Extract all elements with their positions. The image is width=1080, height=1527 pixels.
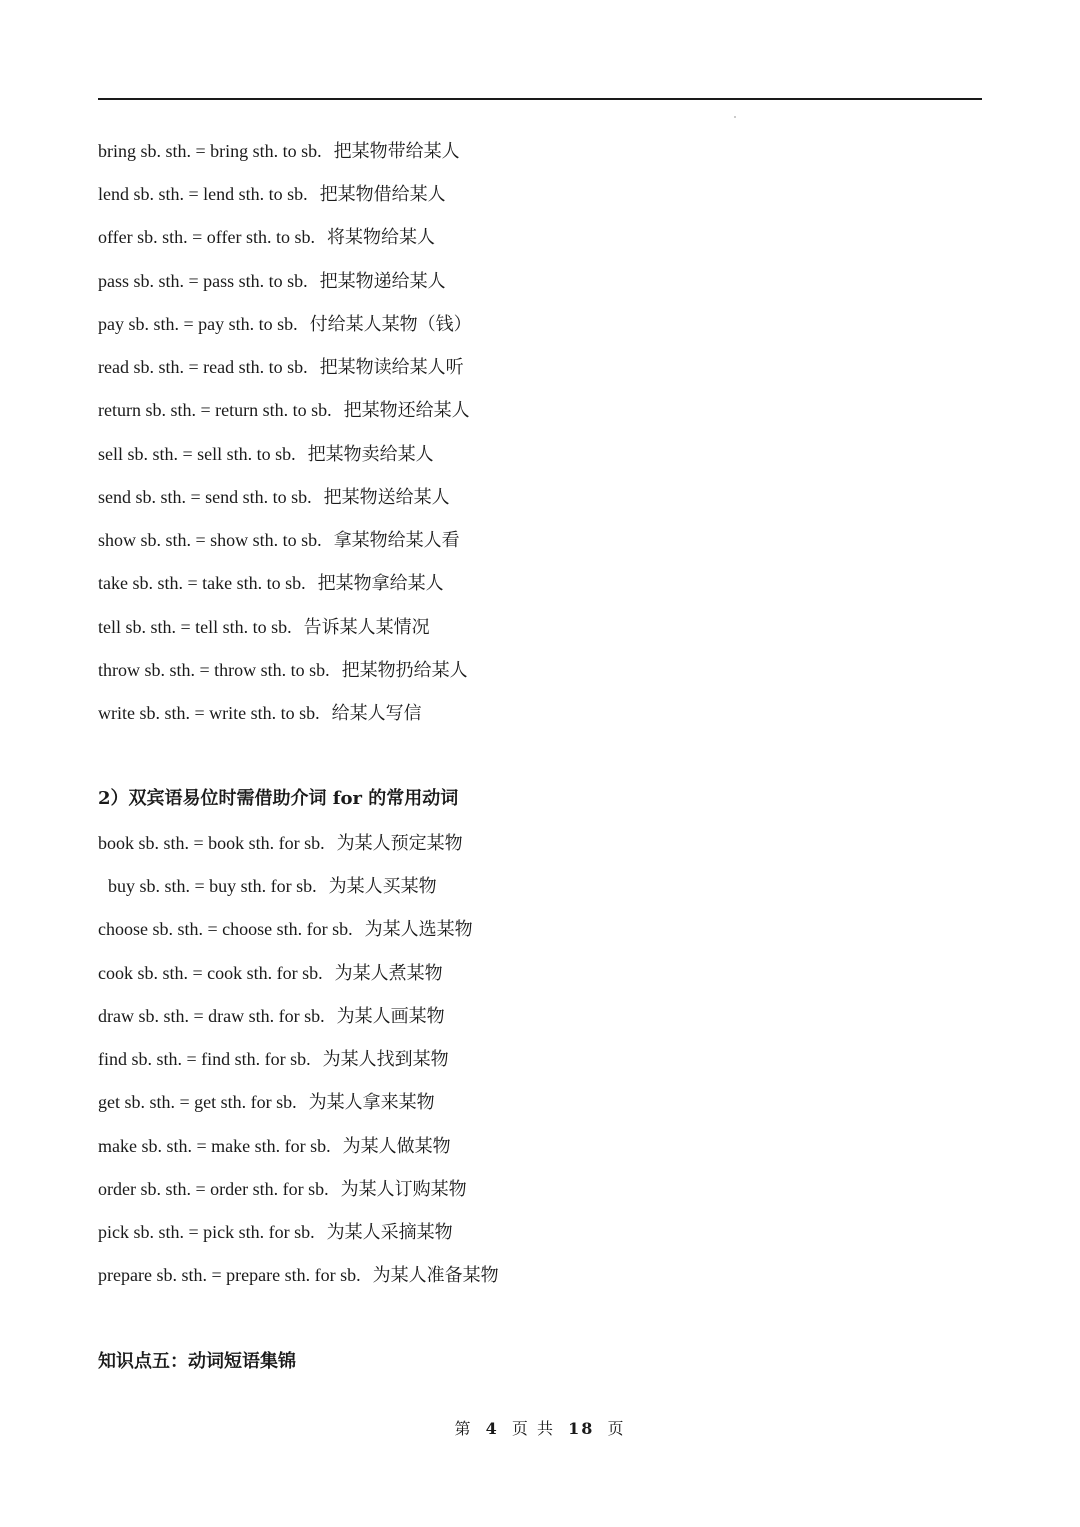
phrase-en: choose sb. sth. = choose sth. for sb.: [98, 919, 353, 939]
footer-prefix: 第: [454, 1419, 473, 1438]
phrase-zh: 告诉某人某情况: [303, 617, 430, 638]
phrase-en: prepare sb. sth. = prepare sth. for sb.: [98, 1265, 361, 1285]
phrase-zh: 为某人订购某物: [340, 1179, 467, 1200]
phrase-zh: 把某物送给某人: [323, 487, 450, 508]
phrase-en: show sb. sth. = show sth. to sb.: [98, 530, 322, 550]
footer-total-pages: 18: [568, 1419, 595, 1438]
phrase-line: [98, 701, 422, 726]
phrase-en: send sb. sth. = send sth. to sb.: [98, 487, 312, 507]
phrase-zh: 拿某物给某人看: [333, 530, 460, 551]
phrase-en: throw sb. sth. = throw sth. to sb.: [98, 660, 330, 680]
phrase-zh: 为某人画某物: [336, 1006, 445, 1027]
phrase-zh: 把某物拿给某人: [317, 573, 444, 594]
phrase-en: take sb. sth. = take sth. to sb.: [98, 573, 306, 593]
phrase-line: [98, 1177, 467, 1202]
phrase-line: [98, 917, 473, 942]
phrase-en: pass sb. sth. = pass sth. to sb.: [98, 271, 308, 291]
phrase-zh: 为某人找到某物: [322, 1049, 449, 1070]
phrase-line: [98, 225, 435, 250]
phrase-en: find sb. sth. = find sth. for sb.: [98, 1049, 311, 1069]
phrase-en: order sb. sth. = order sth. for sb.: [98, 1179, 329, 1199]
phrase-line: [98, 658, 468, 683]
phrase-line: [98, 528, 460, 553]
phrase-line: [98, 1263, 499, 1288]
phrase-line: [98, 1220, 453, 1245]
phrase-line: [98, 485, 450, 510]
phrase-en: buy sb. sth. = buy sth. for sb.: [108, 876, 317, 896]
phrase-line: [98, 571, 444, 596]
phrase-zh: 为某人做某物: [342, 1136, 451, 1157]
phrase-zh: 为某人预定某物: [336, 833, 463, 854]
phrase-en: read sb. sth. = read sth. to sb.: [98, 357, 308, 377]
phrase-zh: 付给某人某物（钱）: [309, 314, 472, 335]
footer-middle: 页 共: [511, 1419, 555, 1438]
section-heading-for: 2）双宾语易位时需借助介词 for 的常用动词: [98, 788, 459, 809]
phrase-zh: 将某物给某人: [326, 227, 435, 248]
phrase-zh: 为某人选某物: [364, 919, 473, 940]
phrase-line: [98, 1134, 451, 1159]
phrase-en: offer sb. sth. = offer sth. to sb.: [98, 227, 315, 247]
phrase-line: [98, 615, 430, 640]
phrase-line: [98, 1090, 435, 1115]
phrase-line: [98, 139, 460, 164]
phrase-line: [98, 1004, 445, 1029]
phrase-zh: 给某人写信: [331, 703, 422, 724]
section-heading-five: 知识点五：动词短语集锦: [98, 1351, 296, 1372]
header-rule: [98, 98, 982, 100]
phrase-en: write sb. sth. = write sth. to sb.: [98, 703, 320, 723]
phrase-line: [98, 1047, 449, 1072]
phrase-zh: 为某人准备某物: [372, 1265, 499, 1286]
phrase-en: draw sb. sth. = draw sth. for sb.: [98, 1006, 325, 1026]
phrase-en: return sb. sth. = return sth. to sb.: [98, 400, 332, 420]
phrase-zh: 为某人拿来某物: [308, 1092, 435, 1113]
phrase-line: [98, 182, 446, 207]
phrase-line: [98, 312, 472, 337]
phrase-line: [98, 355, 464, 380]
scan-speck: [734, 116, 736, 118]
phrase-zh: 把某物扔给某人: [341, 660, 468, 681]
phrase-en: bring sb. sth. = bring sth. to sb.: [98, 141, 322, 161]
phrase-en: pick sb. sth. = pick sth. for sb.: [98, 1222, 315, 1242]
phrase-zh: 把某物带给某人: [333, 141, 460, 162]
phrase-line: [98, 398, 470, 423]
phrase-zh: 把某物递给某人: [319, 271, 446, 292]
page-footer: [0, 1416, 1080, 1439]
phrase-zh: 把某物借给某人: [319, 184, 446, 205]
phrase-zh: 把某物还给某人: [343, 400, 470, 421]
phrase-en: tell sb. sth. = tell sth. to sb.: [98, 617, 292, 637]
footer-suffix: 页: [607, 1419, 626, 1438]
phrase-line: [98, 442, 434, 467]
phrase-zh: 为某人煮某物: [334, 963, 443, 984]
phrase-en: lend sb. sth. = lend sth. to sb.: [98, 184, 308, 204]
phrase-en: pay sb. sth. = pay sth. to sb.: [98, 314, 298, 334]
phrase-line: [98, 831, 463, 856]
phrase-en: cook sb. sth. = cook sth. for sb.: [98, 963, 323, 983]
phrase-zh: 把某物读给某人听: [319, 357, 464, 378]
phrase-en: book sb. sth. = book sth. for sb.: [98, 833, 325, 853]
phrase-line: [98, 269, 446, 294]
phrase-zh: 为某人采摘某物: [326, 1222, 453, 1243]
phrase-line: [98, 961, 443, 986]
phrase-zh: 为某人买某物: [328, 876, 437, 897]
phrase-line: [108, 874, 437, 899]
phrase-en: get sb. sth. = get sth. for sb.: [98, 1092, 297, 1112]
phrase-en: make sb. sth. = make sth. for sb.: [98, 1136, 331, 1156]
phrase-zh: 把某物卖给某人: [307, 444, 434, 465]
phrase-en: sell sb. sth. = sell sth. to sb.: [98, 444, 296, 464]
footer-page-number: 4: [485, 1419, 499, 1438]
